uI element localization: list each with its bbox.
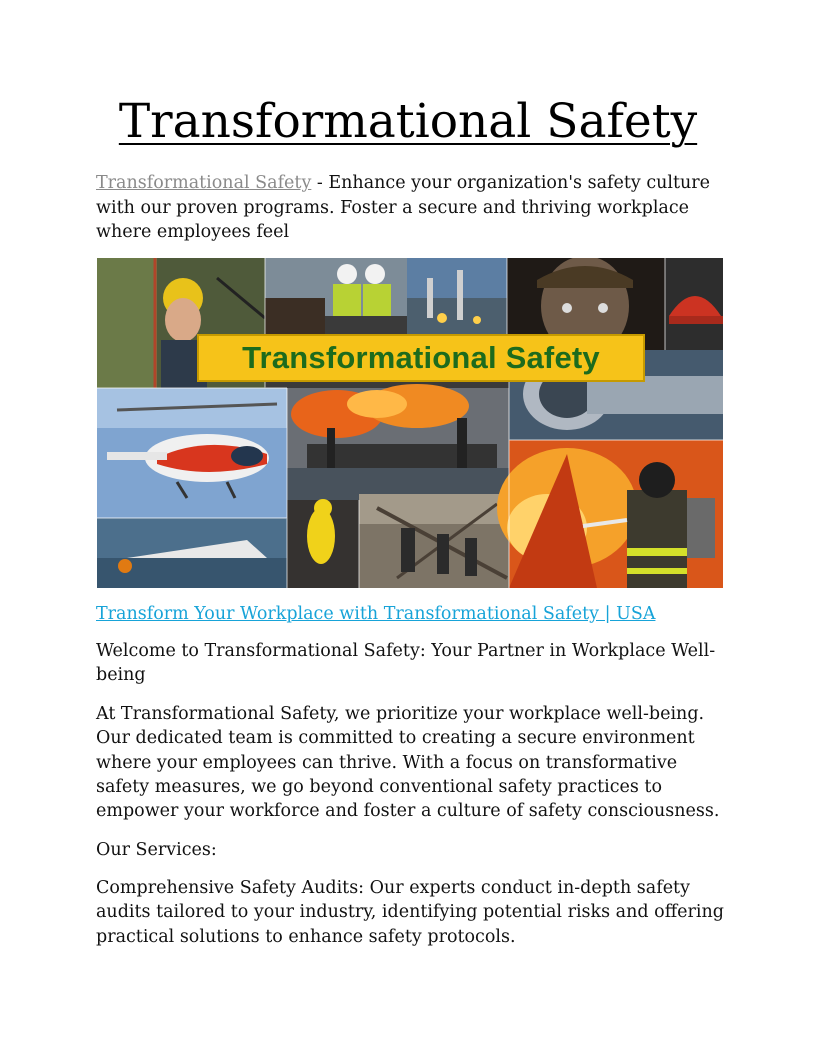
welcome-paragraph: Welcome to Transformational Safety: Your Partner in Workplace Well-being bbox=[96, 641, 716, 686]
banner-title-label: Transformational Safety bbox=[197, 334, 645, 382]
services-heading: Our Services: bbox=[96, 840, 217, 860]
workplace-link[interactable]: Transform Your Workplace with Transformational Safety | USA bbox=[96, 604, 656, 624]
intro-link[interactable]: Transformational Safety bbox=[96, 173, 312, 193]
page-title: Transformational Safety bbox=[118, 94, 698, 149]
services-audit-paragraph: Comprehensive Safety Audits: Our experts conduct in-depth safety audits tailored to your industry, identifying potential risks and offering practical solutions to enhance safety protocols. bbox=[96, 878, 724, 947]
banner-collage-image bbox=[97, 258, 723, 588]
about-paragraph: At Transformational Safety, we prioritize your workplace well-being. Our dedicated team is committed to creating a secure environment where your employees can thrive. With a focus on transformative safety measures, we go beyond conventional safety practices to empower your workforce and foster a culture of safety consciousness. bbox=[96, 704, 720, 822]
intro-paragraph bbox=[96, 171, 724, 245]
intro-text: - Enhance your organization's safety culture with our proven programs. Foster a secure and thriving workplace where employees feel bbox=[96, 173, 711, 242]
collage-graphic bbox=[97, 258, 723, 588]
